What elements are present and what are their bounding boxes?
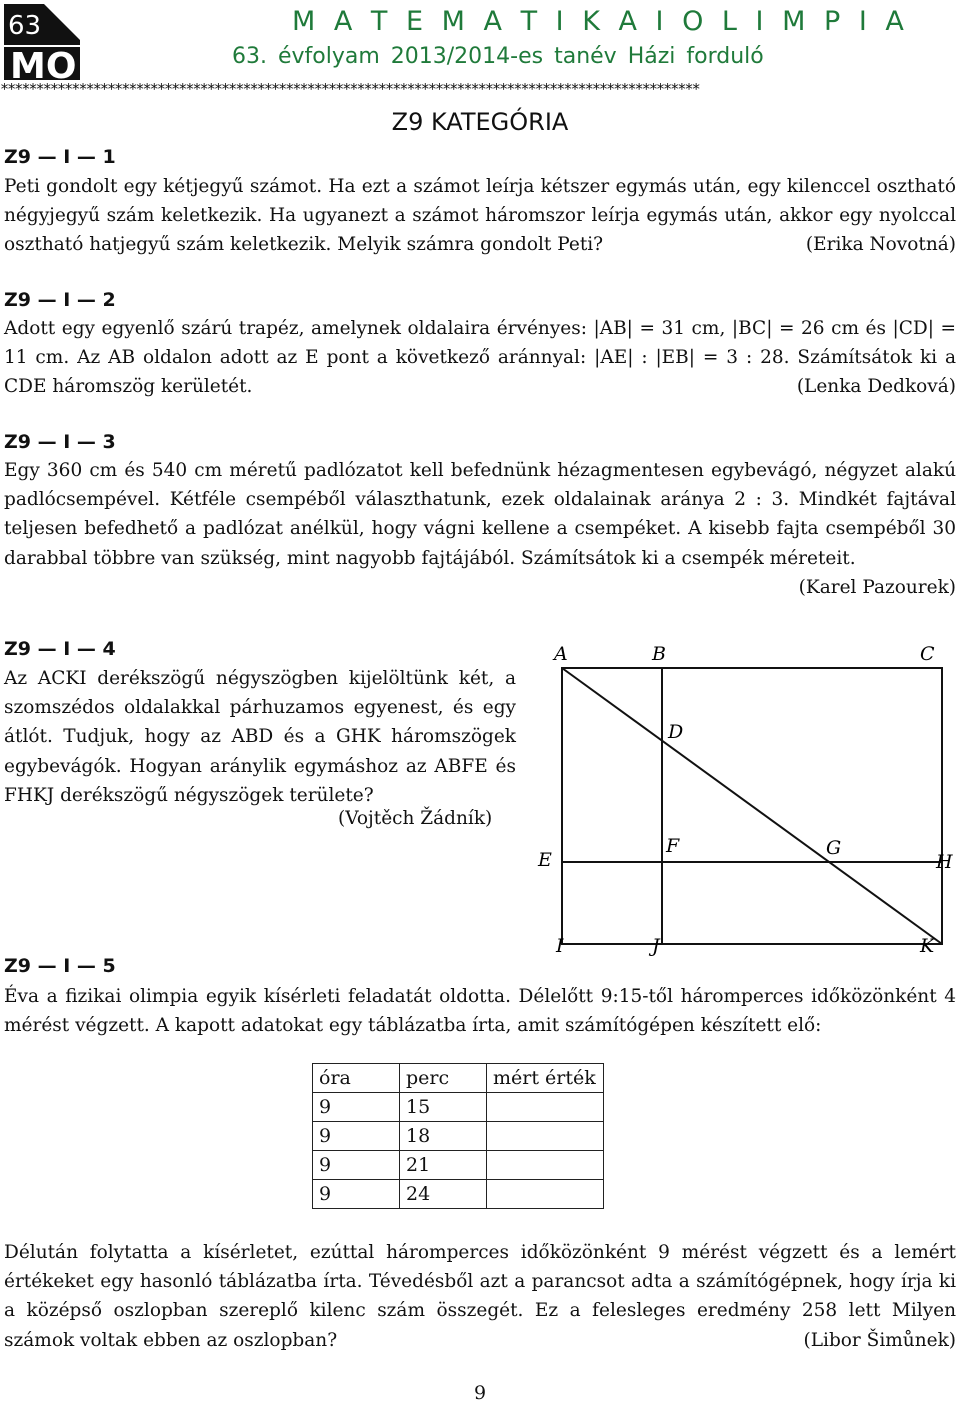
problem-2-text: Adott egy egyenlő szárú trapéz, amelynek oldalaira érvényes: |AB| = 31 cm, |BC| = 26 cm és |CD| = 11 cm. Az AB oldalon adott az E pont a következő aránnyal: |AE| : |EB| = 3 : 28. Számítsátok ki a CDE háromszög kerületét. <box>4 318 956 398</box>
table-cell: 9 <box>313 1122 400 1151</box>
problem-4-author: (Vojtěch Žádník) <box>338 808 493 829</box>
problem-2-body <box>4 314 956 402</box>
label-j: J <box>652 935 660 957</box>
problem-1-author: (Erika Novotná) <box>805 234 956 256</box>
problem-5-heading: Z9 — I — 5 <box>4 955 116 977</box>
table-cell: 9 <box>313 1093 400 1122</box>
label-a: A <box>554 643 568 665</box>
table-cell <box>487 1122 604 1151</box>
table-row <box>313 1122 604 1151</box>
table-cell <box>487 1180 604 1209</box>
problem-2-author: (Lenka Dedková) <box>796 376 956 398</box>
problem-3-body <box>4 456 956 602</box>
olympiad-logo <box>4 4 80 80</box>
table-cell: 21 <box>400 1151 487 1180</box>
header-subtitle: 63. évfolyam 2013/2014-es tanév Házi forduló <box>232 44 764 69</box>
problem-4-heading: Z9 — I — 4 <box>4 638 116 660</box>
label-c: C <box>920 643 935 665</box>
problem-1-body <box>4 172 956 260</box>
table-cell <box>487 1093 604 1122</box>
table-cell: 15 <box>400 1093 487 1122</box>
problem-5-author: (Libor Šimůnek) <box>803 1329 956 1351</box>
table-cell: 9 <box>313 1180 400 1209</box>
label-b: B <box>652 643 666 665</box>
rectangle-figure <box>520 640 960 970</box>
label-i: I <box>556 935 564 957</box>
problem-1-text: Peti gondolt egy kétjegyű számot. Ha ezt a számot leírja kétszer egymás után, egy kilenccel osztható négyjegyű szám keletkezik. Ha ugyanezt a számot háromszor leírja egymás után, akkor egy nyolccal osztható hatjegyű szám keletkezik. Melyik számra gondolt Peti? <box>4 176 956 256</box>
header-title: M A T E M A T I K A I O L I M P I A <box>292 6 909 37</box>
table-cell: 18 <box>400 1122 487 1151</box>
measurement-table <box>312 1063 604 1209</box>
diagonal-ak <box>562 668 942 944</box>
label-k: K <box>920 935 935 957</box>
page-number: 9 <box>473 1382 487 1404</box>
table-cell <box>487 1151 604 1180</box>
problem-3-heading: Z9 — I — 3 <box>4 431 116 453</box>
table-header: óra <box>313 1064 400 1093</box>
table-header-row <box>313 1064 604 1093</box>
problem-3-author: (Karel Pazourek) <box>798 576 956 598</box>
label-g: G <box>826 837 842 859</box>
problem-5-text: Éva a fizikai olimpia egyik kísérleti feladatát oldotta. Délelőtt 9:15-től háromperces időközönként 4 mérést végzett. A kapott adatokat egy táblázatba írta, amit számítógépen készített elő: <box>4 986 956 1037</box>
table-row <box>313 1093 604 1122</box>
category-title: Z9 KATEGÓRIA <box>391 108 569 136</box>
problem-5-text2: Délután folytatta a kísérletet, ezúttal háromperces időközönként 9 mérést végzett és a lemért értékeket egy hasonló táblázatba írta. Tévedésből azt a parancsot adta a számítógépnek, hogy írja ki a középső oszlopban szereplő kilenc szám összegét. Ez a felesleges eredmény 258 lett Milyen számok voltak ebben az oszlopban? <box>4 1242 956 1351</box>
problem-3-text: Egy 360 cm és 540 cm méretű padlózatot kell befednünk hézagmentesen egybevágó, négyzet alakú padlócsempével. Kétféle csempéből választhatunk, ezek oldalainak aránya 2 : 3. Mindkét fajtával teljesen befedhető a padlózat anélkül, hogy vágni kellene a csempéket. A kisebb fajta csempéből 30 darabbal többre van szükség, mint nagyobb fajtájából. Számítsátok ki a csempék méreteit. <box>4 460 956 569</box>
problem-2-heading: Z9 — I — 2 <box>4 289 116 311</box>
logo-number: 63 <box>8 11 42 41</box>
problem-4-text: Az ACKI derékszögű négyszögben kijelöltünk két, a szomszédos oldalakkal párhuzamos egyenest, és egy átlót. Tudjuk, hogy az ABD és a GHK háromszögek egybevágók. Hogyan aránylik egymáshoz az ABFE és FHKJ derékszögű négyszögek területe? <box>4 668 516 806</box>
table-header: mért érték <box>487 1064 604 1093</box>
table-header: perc <box>400 1064 487 1093</box>
label-h: H <box>936 851 953 873</box>
label-f: F <box>666 835 680 857</box>
logo-letters: MO <box>10 46 77 80</box>
table-cell: 9 <box>313 1151 400 1180</box>
star-separator: ************************************************************************************************** <box>0 80 699 98</box>
table-row <box>313 1151 604 1180</box>
problem-5-continuation <box>4 1238 956 1355</box>
label-e: E <box>538 849 552 871</box>
table-row <box>313 1180 604 1209</box>
table-cell: 24 <box>400 1180 487 1209</box>
label-d: D <box>668 721 684 743</box>
problem-1-heading: Z9 — I — 1 <box>4 146 116 168</box>
